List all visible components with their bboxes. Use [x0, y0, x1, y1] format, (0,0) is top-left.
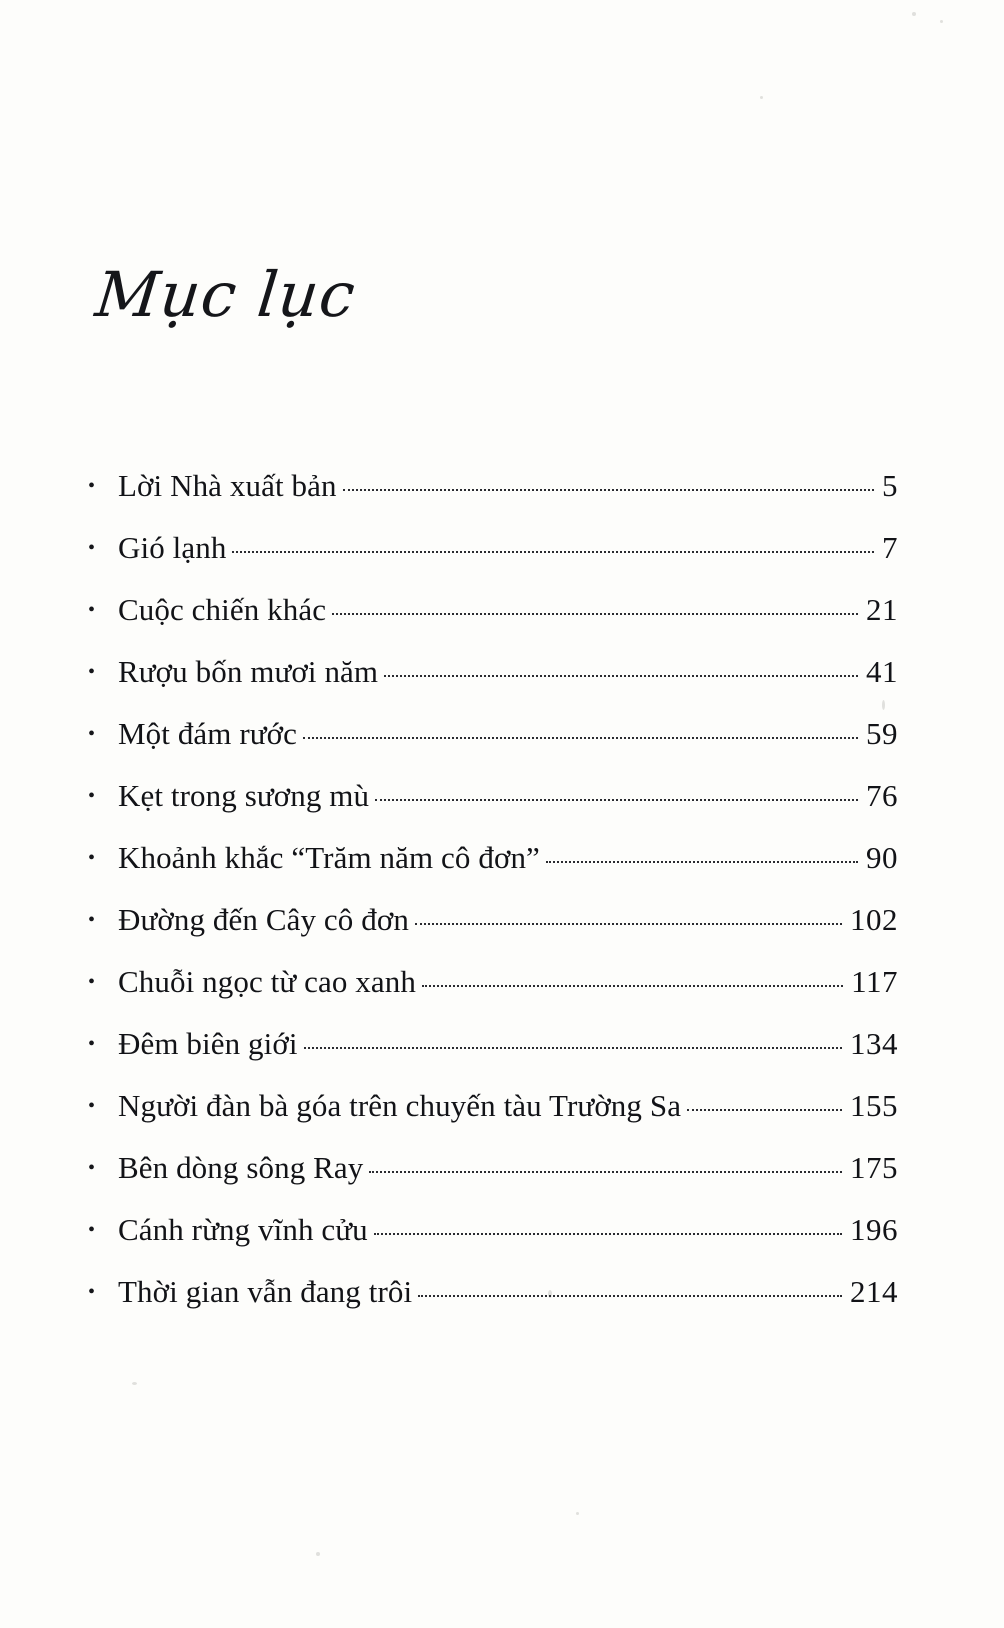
table-of-contents: [88, 470, 898, 1338]
bullet-icon: •: [88, 599, 96, 621]
toc-entry[interactable]: [88, 470, 898, 501]
dot-leader: [303, 736, 858, 739]
toc-entry-page: 175: [850, 1150, 898, 1185]
toc-entry[interactable]: [88, 1276, 898, 1307]
toc-entry-label: Người đàn bà góa trên chuyến tàu Trường Sa: [118, 1088, 682, 1123]
toc-entry[interactable]: [88, 718, 898, 749]
toc-entry[interactable]: [88, 966, 898, 997]
toc-entry-label: Đường đến Cây cô đơn: [118, 902, 409, 937]
toc-entry-page: 5: [882, 468, 898, 503]
toc-entry-page: 21: [866, 592, 898, 627]
toc-entry-label: Kẹt trong sương mù: [118, 778, 370, 813]
toc-entry-label: Một đám rước: [118, 716, 298, 751]
bullet-icon: •: [88, 1095, 96, 1117]
bullet-icon: •: [88, 1033, 96, 1055]
dot-leader: [332, 612, 858, 615]
dot-leader: [687, 1108, 842, 1111]
toc-entry-label: Bên dòng sông Ray: [118, 1150, 364, 1185]
dot-leader: [369, 1170, 842, 1173]
toc-entry-label: Lời Nhà xuất bản: [118, 468, 337, 503]
bullet-icon: •: [88, 661, 96, 683]
toc-entry[interactable]: [88, 904, 898, 935]
dot-leader: [422, 984, 843, 987]
toc-entry-label: Cánh rừng vĩnh cửu: [118, 1212, 368, 1247]
toc-entry[interactable]: [88, 532, 898, 563]
bullet-icon: •: [88, 847, 96, 869]
toc-entry-label: Thời gian vẫn đang trôi: [118, 1274, 413, 1309]
dot-leader: [304, 1046, 842, 1049]
bullet-icon: •: [88, 785, 96, 807]
toc-entry-page: 214: [850, 1274, 898, 1309]
page-title: Mục lục: [92, 258, 360, 331]
toc-entry[interactable]: [88, 656, 898, 687]
scan-speck: [760, 96, 763, 99]
toc-entry-label: Chuỗi ngọc từ cao xanh: [118, 964, 416, 999]
toc-entry-label: Gió lạnh: [118, 530, 227, 565]
bullet-icon: •: [88, 537, 96, 559]
scan-speck: [940, 20, 943, 23]
toc-entry[interactable]: [88, 1152, 898, 1183]
dot-leader: [418, 1294, 842, 1297]
bullet-icon: •: [88, 475, 96, 497]
dot-leader: [375, 798, 858, 801]
dot-leader: [232, 550, 874, 553]
toc-entry-page: 117: [851, 964, 898, 999]
toc-entry-label: Khoảnh khắc “Trăm năm cô đơn”: [118, 840, 540, 875]
toc-entry-label: Cuộc chiến khác: [118, 592, 327, 627]
dot-leader: [384, 674, 858, 677]
toc-entry[interactable]: [88, 1090, 898, 1121]
bullet-icon: •: [88, 1157, 96, 1179]
scan-speck: [576, 1512, 579, 1515]
dot-leader: [546, 860, 858, 863]
toc-entry-label: Đêm biên giới: [118, 1026, 298, 1061]
toc-entry[interactable]: [88, 594, 898, 625]
toc-entry[interactable]: [88, 842, 898, 873]
bullet-icon: •: [88, 971, 96, 993]
toc-entry[interactable]: [88, 1028, 898, 1059]
bullet-icon: •: [88, 1281, 96, 1303]
toc-entry-page: 102: [850, 902, 898, 937]
toc-entry-page: 196: [850, 1212, 898, 1247]
dot-leader: [415, 922, 842, 925]
toc-entry-page: 134: [850, 1026, 898, 1061]
toc-entry-page: 41: [866, 654, 898, 689]
toc-entry[interactable]: [88, 1214, 898, 1245]
toc-entry-page: 59: [866, 716, 898, 751]
bullet-icon: •: [88, 909, 96, 931]
toc-entry-page: 90: [866, 840, 898, 875]
toc-entry-page: 76: [866, 778, 898, 813]
toc-entry-page: 7: [882, 530, 898, 565]
scan-speck: [316, 1552, 320, 1556]
toc-entry-label: Rượu bốn mươi năm: [118, 654, 379, 689]
toc-entry[interactable]: [88, 780, 898, 811]
dot-leader: [343, 488, 874, 491]
dot-leader: [374, 1232, 842, 1235]
bullet-icon: •: [88, 1219, 96, 1241]
scan-speck: [132, 1382, 137, 1385]
bullet-icon: •: [88, 723, 96, 745]
scan-speck: [912, 12, 916, 16]
toc-entry-page: 155: [850, 1088, 898, 1123]
